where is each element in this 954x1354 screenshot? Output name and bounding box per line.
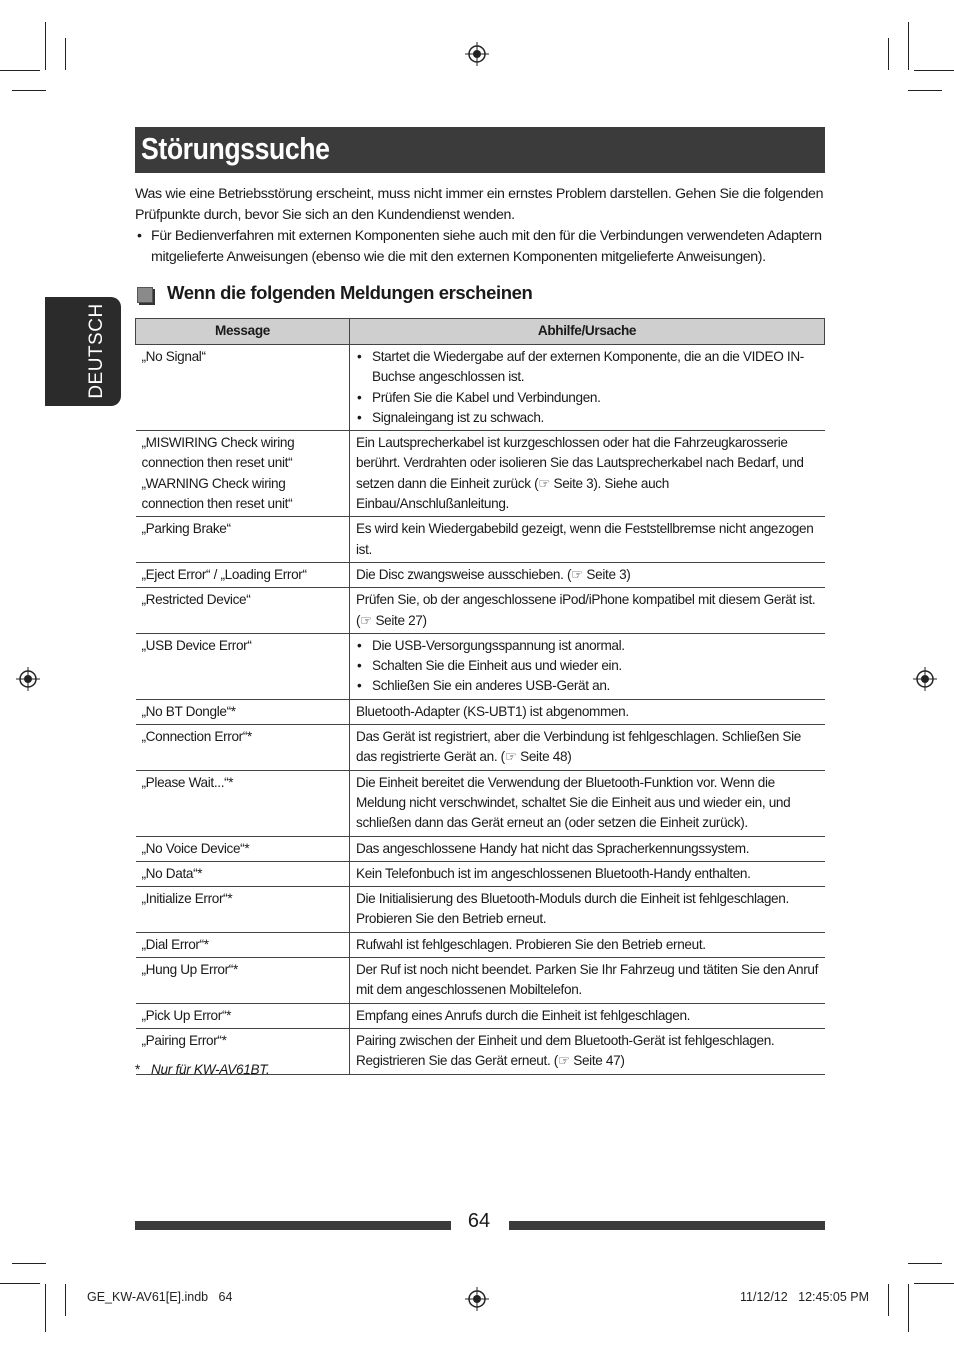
table-row: [136, 725, 825, 771]
section-heading: [135, 282, 825, 308]
table-row: [136, 1003, 825, 1028]
remedy-cell: [350, 633, 825, 699]
remedy-cell: [350, 345, 825, 431]
page-bar-left: [135, 1221, 451, 1230]
table-row: [136, 836, 825, 861]
registration-mark-icon: [913, 667, 937, 691]
remedy-cell: Rufwahl ist fehlgeschlagen. Probieren Sie den Betrieb erneut.: [350, 932, 825, 957]
crop-mark: [12, 90, 46, 91]
registration-mark-icon: [16, 667, 40, 691]
remedy-cell: Kein Telefonbuch ist im angeschlossenen Bluetooth-Handy enthalten.: [350, 861, 825, 886]
message-cell: „Restricted Device“: [136, 588, 350, 634]
remedy-cell: Das Gerät ist registriert, aber die Verbindung ist fehlgeschlagen. Schließen Sie das registrierte Gerät an. (☞ Seite 48): [350, 725, 825, 771]
remedy-cell: Pairing zwischen der Einheit und dem Bluetooth-Gerät ist fehlgeschlagen. Registrieren Sie das Gerät erneut. (☞ Seite 47): [350, 1028, 825, 1074]
remedy-cell: Die Initialisierung des Bluetooth-Moduls durch die Einheit ist fehlgeschlagen. Probieren Sie den Betrieb erneut.: [350, 887, 825, 933]
crop-mark: [888, 38, 889, 70]
crop-mark: [0, 1283, 40, 1284]
message-cell: „Pick Up Error“*: [136, 1003, 350, 1028]
message-cell: „No BT Dongle“*: [136, 699, 350, 724]
footnote: [135, 1062, 270, 1077]
crop-mark: [45, 22, 46, 70]
message-cell: „Pairing Error“*: [136, 1028, 350, 1074]
message-cell: „USB Device Error“: [136, 633, 350, 699]
footnote-text: Nur für KW-AV61BT.: [151, 1062, 270, 1077]
table-header-row: [136, 319, 825, 345]
remedy-cell: Der Ruf ist noch nicht beendet. Parken Sie Ihr Fahrzeug und tätiten Sie den Anruf mit dem angeschlossenen Mobiltelefon.: [350, 958, 825, 1004]
crop-mark: [914, 70, 954, 71]
message-cell: „No Voice Device“*: [136, 836, 350, 861]
message-cell: „Hung Up Error“*: [136, 958, 350, 1004]
remedy-cell: Die Einheit bereitet die Verwendung der Bluetooth-Funktion vor. Wenn die Meldung nicht verschwindet, schaltet Sie die Einheit aus und wieder ein, und schließen dann das Gerät erneut an (oder setzen die Einheit zurück).: [350, 770, 825, 836]
crop-mark: [45, 1284, 46, 1332]
table-row: [136, 770, 825, 836]
remedy-bullet: • Die USB-Versorgungsspannung ist anormal.: [356, 636, 819, 656]
message-cell: „No Signal“: [136, 345, 350, 431]
message-cell: „Parking Brake“: [136, 517, 350, 563]
remedy-bullet: • Prüfen Sie die Kabel und Verbindungen.: [356, 388, 819, 408]
square-bullet-icon: [137, 287, 153, 303]
message-cell: „No Data“*: [136, 861, 350, 886]
remedy-cell: Ein Lautsprecherkabel ist kurzgeschlossen oder hat die Fahrzeugkarosserie berührt. Verdrahten oder isolieren Sie das Lautsprecherkabel nach Bedarf, und setzen dann die Einheit zurück (☞ Seite 3). Siehe auch Einbau/Anschlußanleitung.: [350, 431, 825, 517]
crop-mark: [908, 22, 909, 70]
crop-mark: [65, 38, 66, 70]
remedy-cell: Empfang eines Anrufs durch die Einheit ist fehlgeschlagen.: [350, 1003, 825, 1028]
remedy-bullet: • Startet die Wiedergabe auf der externen Komponente, die an die VIDEO IN-Buchse angeschlossen ist.: [356, 347, 819, 388]
table-row: [136, 517, 825, 563]
crop-mark: [908, 90, 942, 91]
language-tab: [45, 297, 121, 406]
page-bar-right: [509, 1221, 825, 1230]
remedy-cell: Das angeschlossene Handy hat nicht das Spracherkennungssystem.: [350, 836, 825, 861]
remedy-bullet: • Signaleingang ist zu schwach.: [356, 408, 819, 428]
message-cell: „Dial Error“*: [136, 932, 350, 957]
table-row: [136, 699, 825, 724]
column-header-message: Message: [136, 319, 350, 345]
intro: [135, 184, 835, 268]
remedy-cell: Die Disc zwangsweise ausschieben. (☞ Seite 3): [350, 562, 825, 587]
page-number: 64: [467, 1210, 491, 1232]
remedy-cell: Prüfen Sie, ob der angeschlossene iPod/iPhone kompatibel mit diesem Gerät ist. (☞ Seite 27): [350, 588, 825, 634]
table-row: [136, 887, 825, 933]
page-title: Störungssuche: [141, 131, 330, 166]
table-row: [136, 345, 825, 431]
remedy-bullet: • Schalten Sie die Einheit aus und wieder ein.: [356, 656, 819, 676]
title-bar: [135, 127, 825, 173]
remedy-cell: Es wird kein Wiedergabebild gezeigt, wenn die Feststellbremse nicht angezogen ist.: [350, 517, 825, 563]
table-row: [136, 588, 825, 634]
message-cell: „MISWIRING Check wiring connection then reset unit“ „WARNING Check wiring connection then reset unit“: [136, 431, 350, 517]
crop-mark: [65, 1284, 66, 1316]
table-row: [136, 633, 825, 699]
table-row: [136, 431, 825, 517]
message-cell: „Please Wait...“*: [136, 770, 350, 836]
footnote-marker: *: [135, 1062, 140, 1077]
section-heading-text: Wenn die folgenden Meldungen erscheinen: [167, 282, 533, 303]
message-cell: „Initialize Error“*: [136, 887, 350, 933]
crop-mark: [888, 1284, 889, 1316]
remedy-cell: Bluetooth-Adapter (KS-UBT1) ist abgenommen.: [350, 699, 825, 724]
imprint-date: 11/12/12 12:45:05 PM: [740, 1290, 870, 1304]
table-row: [136, 861, 825, 886]
crop-mark: [0, 70, 40, 71]
remedy-bullet: • Schließen Sie ein anderes USB-Gerät an.: [356, 676, 819, 696]
crop-mark: [914, 1283, 954, 1284]
table-row: [136, 562, 825, 587]
message-cell: „Connection Error“*: [136, 725, 350, 771]
registration-mark-icon: [465, 1287, 489, 1311]
message-cell: „Eject Error“ / „Loading Error“: [136, 562, 350, 587]
table-row: [136, 958, 825, 1004]
column-header-remedy: Abhilfe/Ursache: [350, 319, 825, 345]
crop-mark: [908, 1284, 909, 1332]
message-table: [135, 318, 825, 1075]
crop-mark: [12, 1263, 46, 1264]
language-tab-label: DEUTSCH: [86, 303, 107, 399]
intro-paragraph: Was wie eine Betriebsstörung erscheint, muss nicht immer ein ernstes Problem darstellen. Gehen Sie die folgenden Prüfpunkte durch, bevor Sie sich an den Kundendienst wenden.: [135, 186, 824, 223]
registration-mark-icon: [465, 42, 489, 66]
table-row: [136, 932, 825, 957]
imprint-file: GE_KW-AV61[E].indb 64: [87, 1290, 233, 1304]
intro-bullet: • Für Bedienverfahren mit externen Komponenten siehe auch mit den für die Verbindungen verwendeten Adaptern mitgelieferte Anweisungen (ebenso wie die mit den externen Komponenten mitgelieferte Anweisungen).: [135, 226, 835, 268]
crop-mark: [908, 1263, 942, 1264]
